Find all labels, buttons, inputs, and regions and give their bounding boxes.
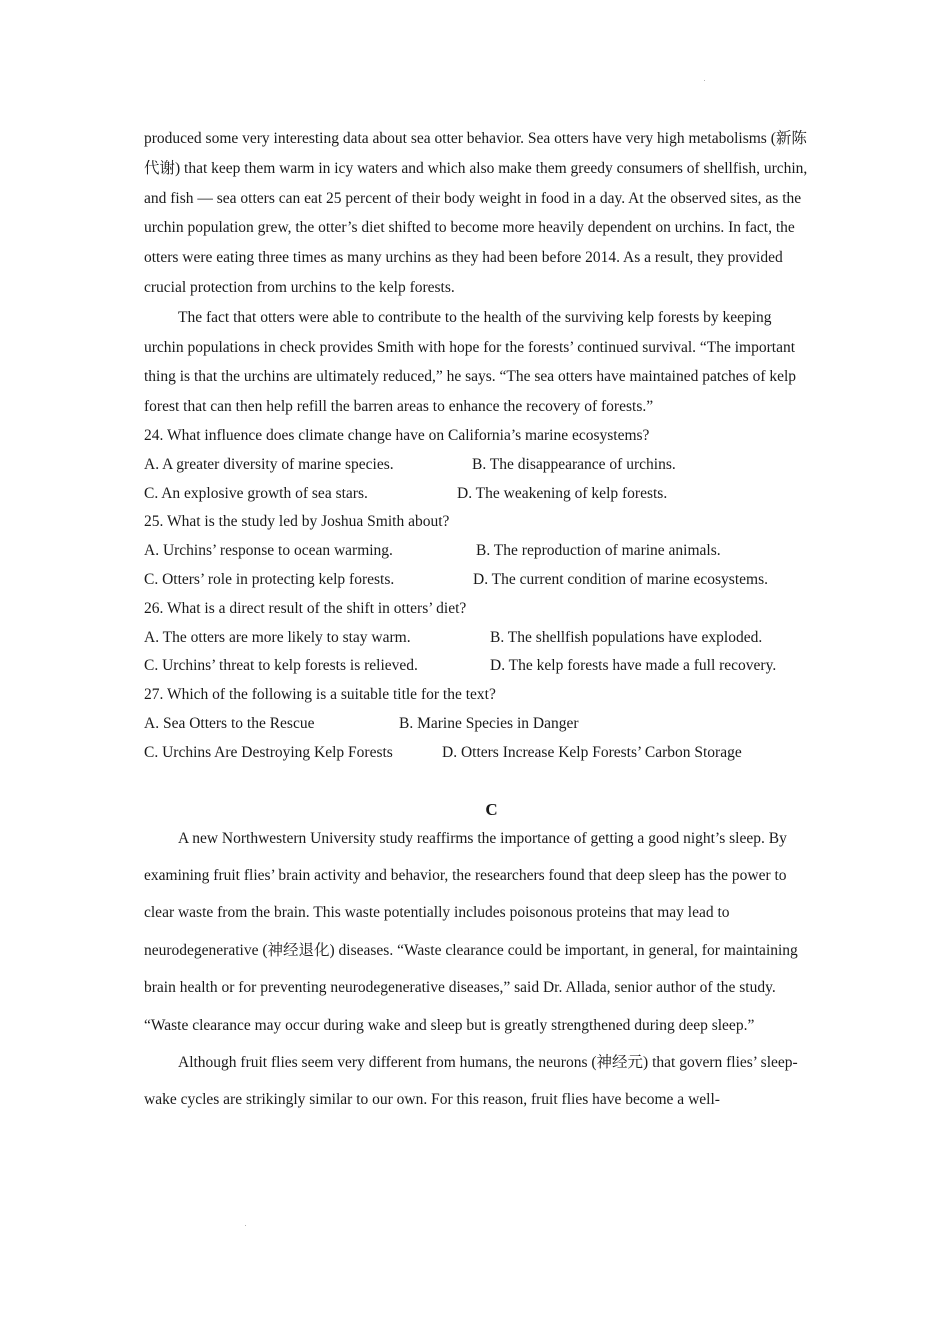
question-27-options-row-2 [144, 739, 809, 768]
scan-speck [245, 1225, 246, 1226]
question-27-options-row-1 [144, 710, 809, 739]
question-24-stem: 24. What influence does climate change have on California’s marine ecosystems? [144, 426, 650, 444]
question-24-options-row-2 [144, 480, 809, 509]
section-heading-c: C [485, 799, 498, 819]
passage-b-paragraph-1: produced some very interesting data about sea otter behavior. Sea otters have very high metabolisms (新陈代谢) that keep them warm in icy waters and which also make them greedy consumers of shellfish, urchin, and fish — sea otters can eat 25 percent of their body weight in food in a day. At the observed sites, as the urchin population grew, the otter’s diet shifted to become more heavily dependent on urchins. In fact, the otters were eating three times as many urchins as they had been before 2014. As a result, they provided crucial protection from urchins to the kelp forests. [144, 130, 808, 296]
question-25-option-c: C. Otters’ role in protecting kelp forests. [144, 570, 395, 588]
question-27-option-a: A. Sea Otters to the Rescue [144, 714, 315, 732]
question-24-option-c: C. An explosive growth of sea stars. [144, 484, 368, 502]
question-24-option-a: A. A greater diversity of marine species. [144, 455, 394, 473]
question-25-option-b: B. The reproduction of marine animals. [476, 542, 721, 560]
question-27-option-d: D. Otters Increase Kelp Forests’ Carbon Storage [442, 743, 742, 761]
scan-speck [704, 80, 705, 81]
question-25-option-a: A. Urchins’ response to ocean warming. [144, 542, 393, 560]
document-page [144, 124, 809, 1119]
question-25-options-row-2 [144, 566, 809, 595]
question-25-option-d: D. The current condition of marine ecosystems. [473, 570, 768, 588]
question-27-stem: 27. Which of the following is a suitable title for the text? [144, 686, 496, 704]
question-24-options-row-1 [144, 451, 809, 480]
question-27-option-c: C. Urchins Are Destroying Kelp Forests [144, 743, 393, 761]
passage-c-paragraph-1: A new Northwestern University study reaffirms the importance of getting a good night’s sleep. By examining fruit flies’ brain activity and behavior, the researchers found that deep sleep has the power to clear waste from the brain. This waste potentially includes poisonous proteins that may lead to neurodegenerative (神经退化) diseases. “Waste clearance could be important, in general, for maintaining brain health or for preventing neurodegenerative diseases,” said Dr. Allada, senior author of the study. “Waste clearance may occur during wake and sleep but is greatly strengthened during deep sleep.” [144, 829, 798, 1034]
passage-c-paragraph-2: Although fruit flies seem very different from humans, the neurons (神经元) that govern flies’ sleep-wake cycles are strikingly similar to our own. For this reason, fruit flies have become a well- [144, 1053, 798, 1109]
question-26-options-row-2 [144, 652, 809, 681]
question-25-options-row-1 [144, 537, 809, 566]
question-26-options-row-1 [144, 624, 809, 653]
question-27-option-b: B. Marine Species in Danger [399, 714, 579, 732]
question-26-option-c: C. Urchins’ threat to kelp forests is relieved. [144, 657, 418, 675]
passage-b-paragraph-2: The fact that otters were able to contribute to the health of the surviving kelp forests by keeping urchin populations in check provides Smith with hope for the forests’ continued survival. “The important thing is that the urchins are ultimately reduced,” he says. “The sea otters have maintained patches of kelp forest that can then help refill the barren areas to enhance the recovery of forests.” [144, 308, 797, 416]
question-26-option-d: D. The kelp forests have made a full recovery. [490, 657, 777, 675]
question-26-option-a: A. The otters are more likely to stay warm. [144, 628, 411, 646]
question-24-option-b: B. The disappearance of urchins. [472, 455, 676, 473]
question-26-option-b: B. The shellfish populations have exploded. [490, 628, 763, 646]
question-26-stem: 26. What is a direct result of the shift in otters’ diet? [144, 599, 467, 617]
question-24-option-d: D. The weakening of kelp forests. [457, 484, 668, 502]
question-25-stem: 25. What is the study led by Joshua Smith about? [144, 513, 450, 531]
